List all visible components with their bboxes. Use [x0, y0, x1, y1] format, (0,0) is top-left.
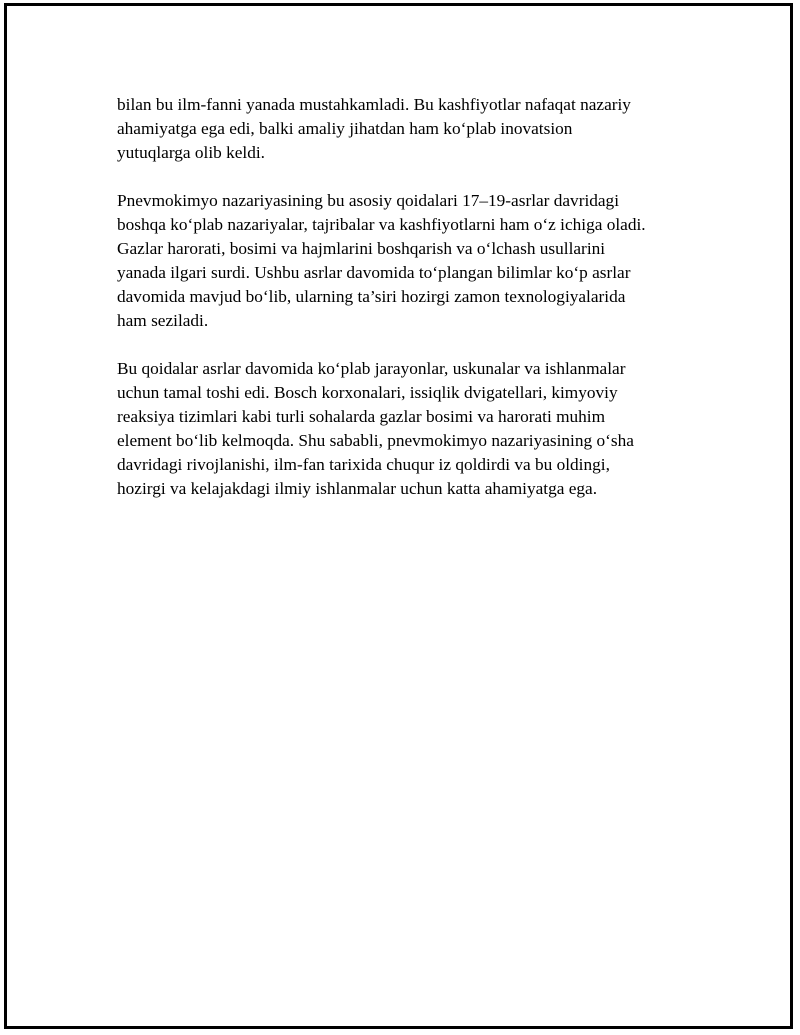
paragraph-1 [117, 93, 717, 165]
text-line: boshqa ko‘plab nazariyalar, tajribalar va kashfiyotlarni ham o‘z ichiga oladi. [117, 215, 646, 234]
text-line: davomida mavjud bo‘lib, ularning ta’siri hozirgi zamon texnologiyalarida [117, 287, 626, 306]
text-line: hozirgi va kelajakdagi ilmiy ishlanmalar uchun katta ahamiyatga ega. [117, 479, 598, 498]
paragraph-2 [117, 189, 717, 333]
text-line: yutuqlarga olib keldi. [117, 143, 265, 162]
text-line: Gazlar harorati, bosimi va hajmlarini boshqarish va o‘lchash usullarini [117, 239, 606, 258]
text-line: Bu qoidalar asrlar davomida ko‘plab jarayonlar, uskunalar va ishlanmalar [117, 359, 626, 378]
text-line: element bo‘lib kelmoqda. Shu sababli, pnevmokimyo nazariyasining o‘sha [117, 431, 634, 450]
text-line: reaksiya tizimlari kabi turli sohalarda gazlar bosimi va harorati muhim [117, 407, 606, 426]
text-line: yanada ilgari surdi. Ushbu asrlar davomida to‘plangan bilimlar ko‘p asrlar [117, 263, 631, 282]
text-line: uchun tamal toshi edi. Bosch korxonalari, issiqlik dvigatellari, kimyoviy [117, 383, 618, 402]
text-line: bilan bu ilm-fanni yanada mustahkamladi. Bu kashfiyotlar nafaqat nazariy [117, 95, 631, 114]
text-line: ham seziladi. [117, 311, 209, 330]
text-line: davridagi rivojlanishi, ilm-fan tarixida chuqur iz qoldirdi va bu oldingi, [117, 455, 610, 474]
paragraph-3 [117, 357, 717, 501]
document-body [117, 93, 717, 525]
text-line: ahamiyatga ega edi, balki amaliy jihatdan ham ko‘plab inovatsion [117, 119, 573, 138]
text-line: Pnevmokimyo nazariyasining bu asosiy qoidalari 17–19-asrlar davridagi [117, 191, 620, 210]
